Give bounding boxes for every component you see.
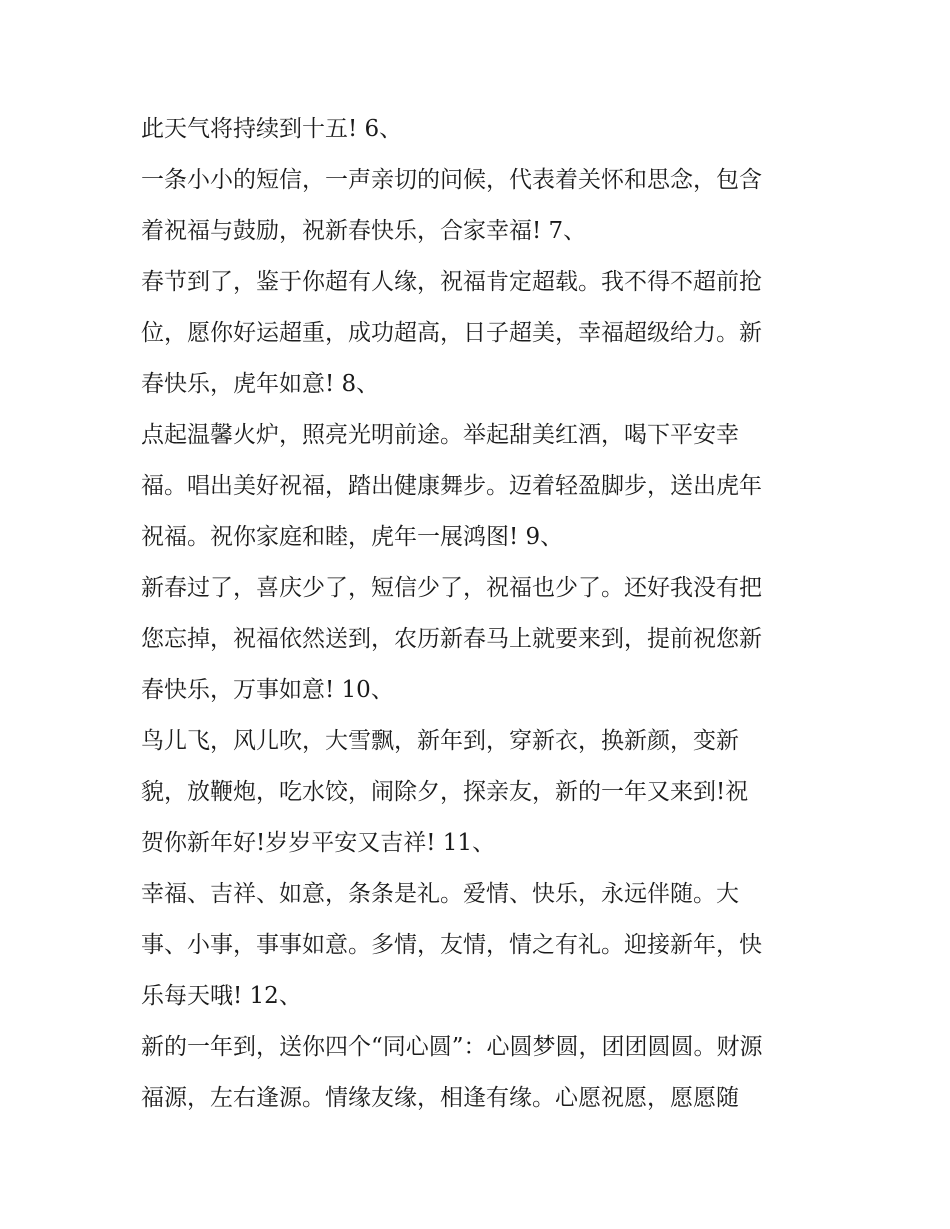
text-line: 乐每天哦! 12、 bbox=[141, 983, 302, 1009]
text-line: 幸福、吉祥、如意，条条是礼。爱情、快乐，永远伴随。大 bbox=[141, 881, 739, 907]
text-line: 貌，放鞭炮，吃水饺，闹除夕，探亲友，新的一年又来到!祝 bbox=[141, 779, 749, 805]
text-line: 您忘掉，祝福依然送到，农历新春马上就要来到，提前祝您新 bbox=[141, 626, 762, 652]
text-line: 春节到了，鉴于你超有人缘，祝福肯定超载。我不得不超前抢 bbox=[141, 269, 762, 295]
text-line: 春快乐，虎年如意! 8、 bbox=[141, 371, 380, 397]
text-line: 位，愿你好运超重，成功超高，日子超美，幸福超级给力。新 bbox=[141, 320, 762, 346]
text-line: 点起温馨火炉，照亮光明前途。举起甜美红酒，喝下平安幸 bbox=[141, 422, 739, 448]
text-line: 新春过了，喜庆少了，短信少了，祝福也少了。还好我没有把 bbox=[141, 575, 762, 601]
text-line: 贺你新年好!岁岁平安又吉祥! 11、 bbox=[141, 830, 496, 856]
text-line: 春快乐，万事如意! 10、 bbox=[141, 677, 394, 703]
text-line: 事、小事，事事如意。多情，友情，情之有礼。迎接新年，快 bbox=[141, 932, 762, 958]
text-line: 祝福。祝你家庭和睦，虎年一展鸿图! 9、 bbox=[141, 524, 564, 550]
text-line: 着祝福与鼓励，祝新春快乐，合家幸福! 7、 bbox=[141, 218, 587, 244]
text-line: 一条小小的短信，一声亲切的问候，代表着关怀和思念，包含 bbox=[141, 167, 762, 193]
text-line: 新的一年到，送你四个“同心圆”：心圆梦圆，团团圆圆。财源 bbox=[141, 1034, 763, 1060]
text-line: 此天气将持续到十五! 6、 bbox=[141, 116, 403, 142]
text-line: 福。唱出美好祝福，踏出健康舞步。迈着轻盈脚步，送出虎年 bbox=[141, 473, 762, 499]
text-line: 鸟儿飞，风儿吹，大雪飘，新年到，穿新衣，换新颜，变新 bbox=[141, 728, 739, 754]
body-text bbox=[141, 109, 821, 1129]
text-line: 福源，左右逢源。情缘友缘，相逢有缘。心愿祝愿，愿愿随 bbox=[141, 1085, 739, 1111]
